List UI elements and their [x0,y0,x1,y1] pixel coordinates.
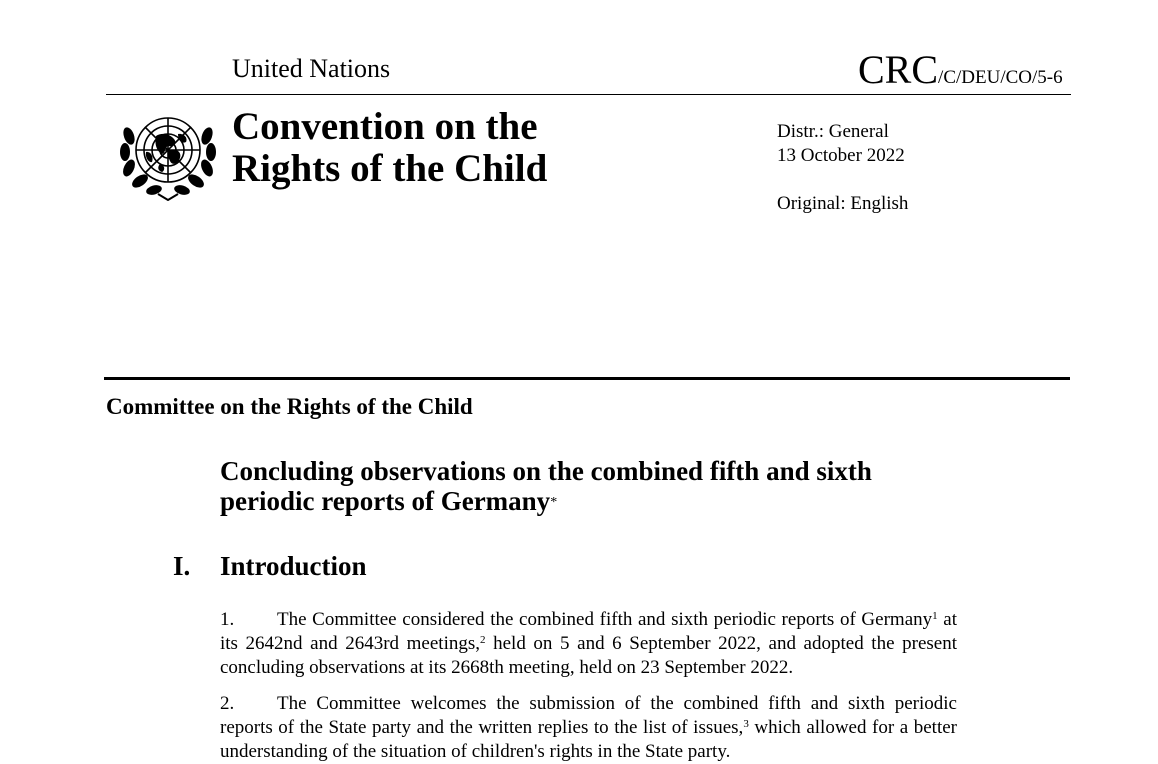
masthead-rule [104,377,1070,380]
document-symbol [858,46,1063,93]
paragraph-text: which allowed for a better understanding of the situation of children's rights in the State party. [220,717,957,762]
paragraph-2 [220,692,957,764]
distribution-status: Distr.: General [777,121,889,142]
committee-name: Committee on the Rights of the Child [106,394,473,419]
convention-title-line2: Rights of the Child [232,147,548,190]
document-title-line2-text: periodic reports of Germany [220,486,551,516]
footnote-ref[interactable]: 1 [932,610,938,622]
title-footnote-marker: * [550,495,558,510]
un-emblem-icon [112,106,224,201]
symbol-suffix: /C/DEU/CO/5-6 [938,67,1063,88]
paragraph-number: 1. [220,609,235,630]
paragraph-number: 2. [220,693,235,714]
document-title [220,456,960,518]
symbol-main: CRC [858,47,939,92]
header-rule [106,94,1071,95]
convention-title-line1: Convention on the [232,105,538,148]
distribution-block [777,120,908,216]
paragraph-text: The Committee considered the combined fifth and sixth periodic reports of Germany [277,609,933,630]
convention-title [232,106,547,190]
original-language: Original: English [777,193,909,214]
document-title-line2 [220,486,960,518]
org-name: United Nations [232,54,391,83]
document-date: 13 October 2022 [777,145,905,166]
footnote-ref[interactable]: 2 [480,634,486,646]
section-number: I. [173,551,191,581]
footnote-ref[interactable]: 3 [743,718,749,730]
paragraph-text: held on 5 and 6 September 2022, and adopted the present concluding observations at its 2668th meeting, held on 23 September 2022. [220,633,957,678]
paragraph-text: at its 2642nd and 2643rd meetings, [220,609,957,654]
section-title: Introduction [220,551,367,581]
paragraph-1 [220,608,957,680]
paragraph-text: The Committee welcomes the submission of the combined fifth and sixth periodic reports of the State party and the written replies to the list of issues, [220,693,957,738]
document-title-line1: Concluding observations on the combined fifth and sixth [220,456,872,486]
